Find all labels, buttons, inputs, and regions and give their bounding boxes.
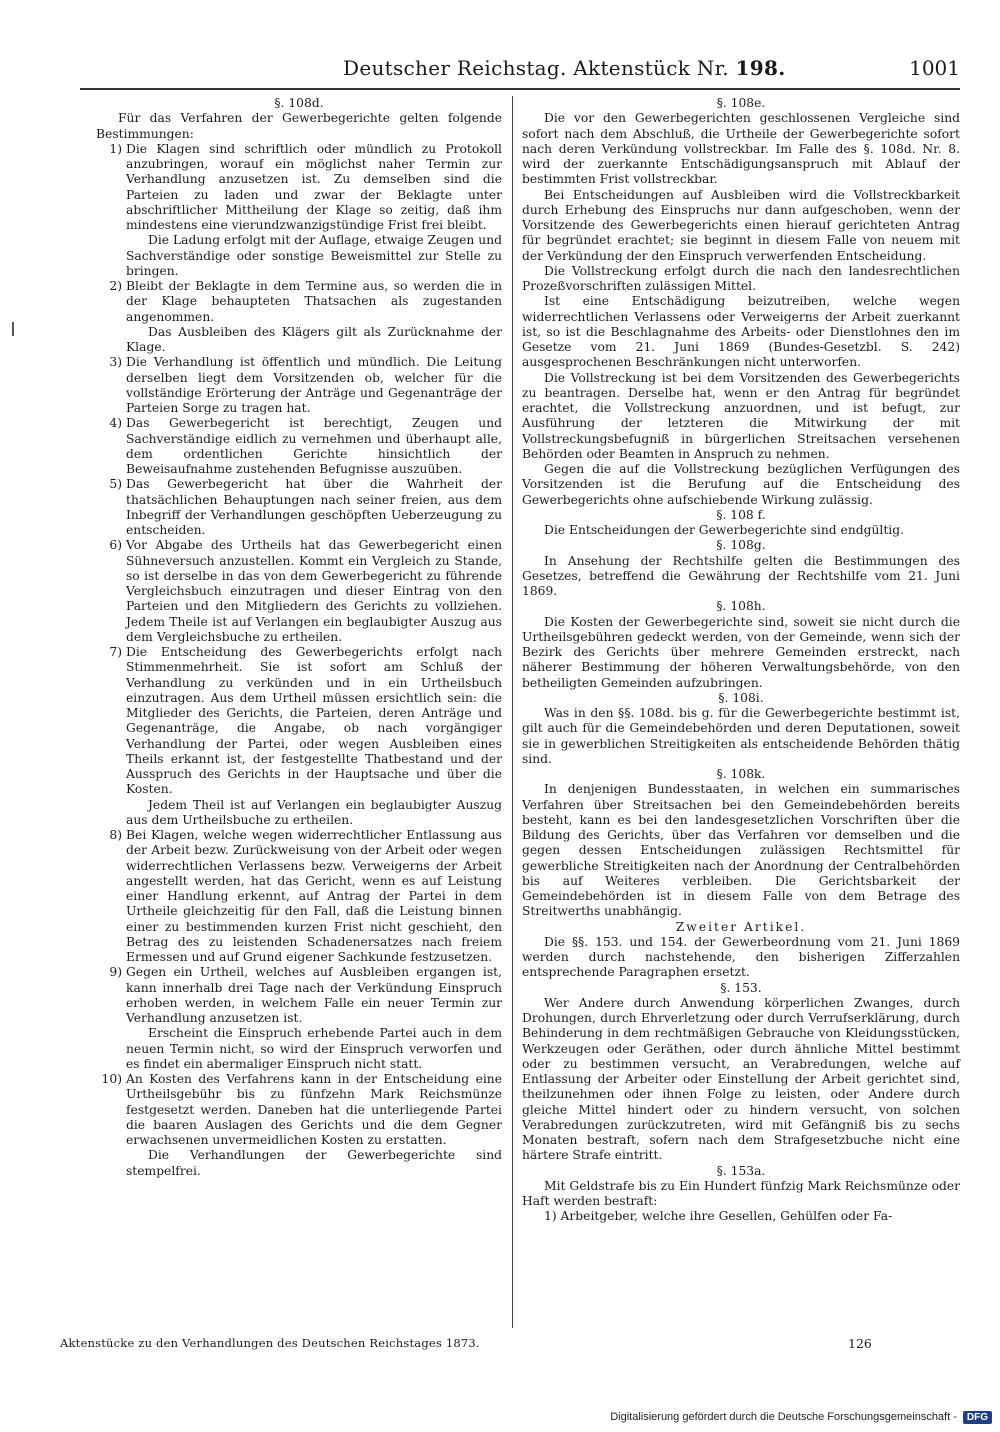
provision-text: Die Entscheidung des Gewerbegerichts erfolgt nach Stimmenmehrheit. Sie ist sofort am Schluß der Verhandlung zu verkünden und in ein Urtheilsbuch einzutragen. Aus dem Urtheil müssen ersichtlich sein: die Mitglieder des Gerichts, die Parteien, deren Anträge und Gegenanträge, die Angabe, ob nach vorgängiger Verhandlung der Partei, oder wegen Ausbleiben eines Theils erkannt ist, der festgestellte Thatbestand und der Ausspruch des Gerichts in der Hauptsache und über die Kosten. [126, 645, 502, 797]
paragraph: In denjenigen Bundesstaaten, in welchen ein summarisches Verfahren über Streitsachen bei den Gemeindebehörden bereits besteht, kann es bei den landesgesetzlichen Vorschriften über die Bildung des Gerichts, über das Verfahren vor demselben und die gegen dessen Entscheidungen zulässigen Rechtsmittel für gewerbliche Streitigkeiten nach der Anordnung der Centralbehörden bis auf Weiteres verbleiben. Die Gerichtsbarkeit der Gemeindebehörden ist in diesem Falle von dem Betrage des Streitwerths unabhängig. [522, 782, 960, 919]
section-heading: §. 108d. [274, 96, 324, 110]
provision-paragraph: Jedem Theil ist auf Verlangen ein beglaubigter Auszug aus dem Urtheilsbuche zu ertheilen. [126, 797, 502, 827]
provision-item [96, 477, 502, 538]
document-number: 198. [735, 56, 786, 80]
running-title-text: Deutscher Reichstag. Aktenstück Nr. [343, 56, 729, 80]
provision-list [96, 142, 502, 1179]
provision-item [96, 645, 502, 798]
page-header [60, 56, 960, 84]
section-heading: §. 153a. [716, 1163, 766, 1178]
paragraph: Die Kosten der Gewerbegerichte sind, soweit sie nicht durch die Urtheilsgebühren gedeckt werden, von der Gemeinde, wenn sich der Bezirk des Gerichts über mehrere Gemeinden erstreckt, nach näherer Bestimmung der höheren Verwaltungsbehörde, von den betheiligten Gemeinden aufzubringen. [522, 614, 960, 690]
provision-text: Die Verhandlung ist öffentlich und mündlich. Die Leitung derselben liegt dem Vorsitzenden ob, welcher für die vollständige Erörterung der Anträge und Gegenanträge der Parteien Sorge zu tragen hat. [126, 355, 502, 415]
page-number: 1001 [909, 56, 960, 80]
provision-paragraph: Die Ladung erfolgt mit der Auflage, etwaige Zeugen und Sachverständige oder sonstige Beweismittel zur Stelle zu bringen. [126, 233, 502, 278]
provision-text: An Kosten des Verfahrens kann in der Entscheidung eine Urtheilsgebühr bis zu fünfzehn Mark Reichsmünze festgesetzt werden. Daneben hat die unterliegende Partei die baaren Auslagen des Gerichts und die dem Gegner erwachsenen unvermeidlichen Kosten zu erstatten. [126, 1072, 502, 1147]
provision-item [96, 538, 502, 645]
provision-item [96, 355, 502, 416]
paragraph: Gegen die auf die Vollstreckung bezüglichen Verfügungen des Vorsitzenden ist die Berufung auf die Entscheidung des Gewerbegerichts ohne aufschiebende Wirkung zulässig. [522, 462, 960, 507]
provision-item [96, 142, 502, 234]
margin-mark [12, 322, 14, 336]
section-heading: §. 108k. [716, 767, 766, 781]
provision-text: Vor Abgabe des Urtheils hat das Gewerbegericht einen Sühneversuch anzustellen. Kommt ein Vergleich zu Stande, so ist derselbe in das von dem Gewerbegericht zu führende Vergleichsbuch einzutragen und dieser Eintrag von den Parteien und den Mitgliedern des Gerichts zu vollziehen. Jedem Theile ist auf Verlangen ein beglaubigter Auszug aus dem Vergleichsbuche zu ertheilen. [126, 538, 502, 644]
provision-number: 6) [109, 538, 122, 553]
section-heading: §. 108i. [718, 690, 764, 705]
section-heading: §. 108g. [716, 538, 766, 553]
section-heading: §. 108h. [716, 599, 766, 614]
section-heading: §. 108e. [716, 96, 766, 110]
provision-number: 4) [109, 416, 122, 431]
right-column [522, 96, 960, 1225]
provision-text: Gegen ein Urtheil, welches auf Ausbleiben ergangen ist, kann innerhalb drei Tage nach der Verkündung Einspruch erhoben werden, in welchem Falle ein neuer Termin zur Verhandlung anzusetzen ist. [126, 965, 502, 1025]
provision-paragraph: Erscheint die Einspruch erhebende Partei auch in dem neuen Termin nicht, so wird der Einspruch verworfen und es findet ein abermaliger Einspruch nicht statt. [126, 1026, 502, 1071]
provision-number: 10) [101, 1072, 122, 1086]
paragraph: Die §§. 153. und 154. der Gewerbeordnung vom 21. Juni 1869 werden durch nachstehende, den bisherigen Zifferzahlen entsprechende Paragraphen ersetzt. [522, 934, 960, 980]
provision-text: Bei Klagen, welche wegen widerrechtlicher Entlassung aus der Arbeit bezw. Zurückweisung von der Arbeit oder wegen widerrechtlichen Verlassens bezw. Verweigerns der Arbeit angestellt werden, hat das Gericht, wenn es auf Leistung einer Handlung erkennt, auf Antrag der Partei in dem Urtheile gleichzeitig für den Fall, daß die Leistung binnen einer zu bestimmenden kurzen Frist nicht geschieht, den Betrag des zu leistenden Schadenersatzes nach freiem Ermessen und auf Grund eigener Sachkunde festzusetzen. [126, 828, 502, 964]
provision-paragraph: Das Ausbleiben des Klägers gilt als Zurücknahme der Klage. [126, 324, 502, 354]
provision-text: Bleibt der Beklagte in dem Termine aus, so werden die in der Klage behaupteten Thatsachen als zugestanden angenommen. [126, 279, 502, 324]
paragraph: Die Vollstreckung erfolgt durch die nach den landesrechtlichen Prozeßvorschriften zulässigen Mittel. [522, 263, 960, 293]
provision-number: 5) [109, 477, 122, 492]
paragraph: Mit Geldstrafe bis zu Ein Hundert fünfzig Mark Reichsmünze oder Haft werden bestraft: [522, 1178, 960, 1208]
provision-text: Das Gewerbegericht hat über die Wahrheit der thatsächlichen Behauptungen nach seiner freien, aus dem Inbegriff der Verhandlungen geschöpften Ueberzeugung zu entscheiden. [126, 477, 502, 537]
paragraph: In Ansehung der Rechtshilfe gelten die Bestimmungen des Gesetzes, betreffend die Gewährung der Rechtshilfe vom 21. Juni 1869. [522, 553, 960, 598]
provision-number: 8) [109, 828, 122, 842]
article-heading: Zweiter Artikel. [675, 919, 807, 934]
footer-source: Aktenstücke zu den Verhandlungen des Deutschen Reichstages 1873. [60, 1336, 480, 1350]
provision-paragraph: Die Verhandlungen der Gewerbegerichte sind stempelfrei. [126, 1148, 502, 1178]
paragraph: Die Vollstreckung ist bei dem Vorsitzenden des Gewerbegerichts zu beantragen. Derselbe hat, wenn er den Antrag für begründet erachtet, die Vollstreckung anzuordnen, und ist befugt, zur Ausführung der letzteren die Mitwirkung der mit Vollstreckungsbefugniß in bürgerlichen Streitsachen versehenen Behörden oder Beamten in Anspruch zu nehmen. [522, 370, 960, 461]
provision-number: 7) [109, 645, 122, 659]
paragraph: Die vor den Gewerbegerichten geschlossenen Vergleiche sind sofort nach dem Abschluß, die Urtheile der Gewerbegerichte sofort nach deren Verkündung vollstreckbar. Im Falle des §. 108d. Nr. 8. wird der zuerkannte Entschädigungsanspruch mit Ablauf der bestimmten Frist vollstreckbar. [522, 111, 960, 187]
dfg-logo: DFG [963, 1411, 992, 1424]
section-heading: §. 108 f. [716, 507, 766, 522]
running-title [343, 56, 786, 80]
digitization-credit [560, 1408, 992, 1426]
left-column [96, 96, 502, 1179]
provision-text: Die Klagen sind schriftlich oder mündlich zu Protokoll anzubringen, worauf ein möglichst naher Termin zur Verhandlung anzusetzen ist. Zu demselben sind die Parteien zu laden und zwar der Beklagte unter abschriftlicher Mittheilung der Klage so zeitig, daß ihm mindestens eine vierundzwanzigstündige Frist frei bleibt. [126, 141, 502, 232]
provision-number: 1) [109, 141, 122, 156]
provision-item [96, 416, 502, 477]
footer-sheet-number: 126 [848, 1336, 872, 1351]
column-divider [512, 96, 513, 1328]
paragraph: Was in den §§. 108d. bis g. für die Gewerbegerichte bestimmt ist, gilt auch für die Gemeindebehörden und deren Deputationen, soweit sie in gewerblichen Streitigkeiten als entscheidende Behörden thätig sind. [522, 706, 960, 766]
paragraph: Wer Andere durch Anwendung körperlichen Zwanges, durch Drohungen, durch Ehrverletzung oder durch Verrufserklärung, durch Behinderung in dem rechtmäßigen Gebrauche von Kleidungsstücken, Werkzeugen oder Geräthen, oder durch ähnliche Mittel bestimmt oder zu bestimmen versucht, an Verabredungen, welche auf Entlassung der Arbeiter oder Einstellung der Arbeit gerichtet sind, theilzunehmen oder ihnen Folge zu leisten, oder Andere durch gleiche Mittel hindert oder zu hindern versucht, von solchen Verabredungen zurückzutreten, wird mit Gefängniß bis zu sechs Monaten bestraft, sofern nach dem Strafgesetzbuche nicht eine härtere Strafe eintritt. [522, 995, 960, 1163]
list-item: 1) Arbeitgeber, welche ihre Gesellen, Gehülfen oder Fa- [544, 1209, 893, 1224]
provision-item [96, 279, 502, 325]
header-rule [80, 88, 960, 90]
section-heading: §. 153. [720, 980, 762, 995]
right-column-body [522, 96, 960, 1225]
section-intro: Für das Verfahren der Gewerbegerichte gelten folgende Bestimmungen: [96, 111, 502, 141]
provision-item [96, 1072, 502, 1148]
provision-number: 3) [109, 355, 122, 370]
paragraph: Bei Entscheidungen auf Ausbleiben wird die Vollstreckbarkeit durch Erhebung des Einspruchs nur dann aufgeschoben, wenn der Vorsitzende des Gewerbegerichts einen hierauf gerichteten Antrag für begründet erachtet; sie beginnt in diesem Falle von neuem mit der Verkündung der den Einspruch verwerfenden Entscheidung. [522, 187, 960, 263]
provision-text: Das Gewerbegericht ist berechtigt, Zeugen und Sachverständige eidlich zu vernehmen und überhaupt alle, dem ordentlichen Gerichte hinsichtlich der Beweisaufnahme zustehenden Befugnisse auszuüben. [126, 416, 502, 476]
provision-item [96, 828, 502, 965]
paragraph: Die Entscheidungen der Gewerbegerichte sind endgültig. [544, 523, 904, 537]
credit-text: Digitalisierung gefördert durch die Deutsche Forschungsgemeinschaft - [610, 1411, 957, 1423]
provision-item [96, 965, 502, 1026]
provision-number: 9) [109, 965, 122, 980]
provision-number: 2) [109, 279, 122, 293]
paragraph: Ist eine Entschädigung beizutreiben, welche wegen widerrechtlichen Verlassens oder Verweigerns der Arbeit zuerkannt ist, so ist die Beschlagnahme des Arbeits- oder Dienstlohnes den im Gesetze vom 21. Juni 1869 (Bundes-Gesetzbl. S. 242) ausgesprochenen Beschränkungen nicht unterworfen. [522, 294, 960, 370]
